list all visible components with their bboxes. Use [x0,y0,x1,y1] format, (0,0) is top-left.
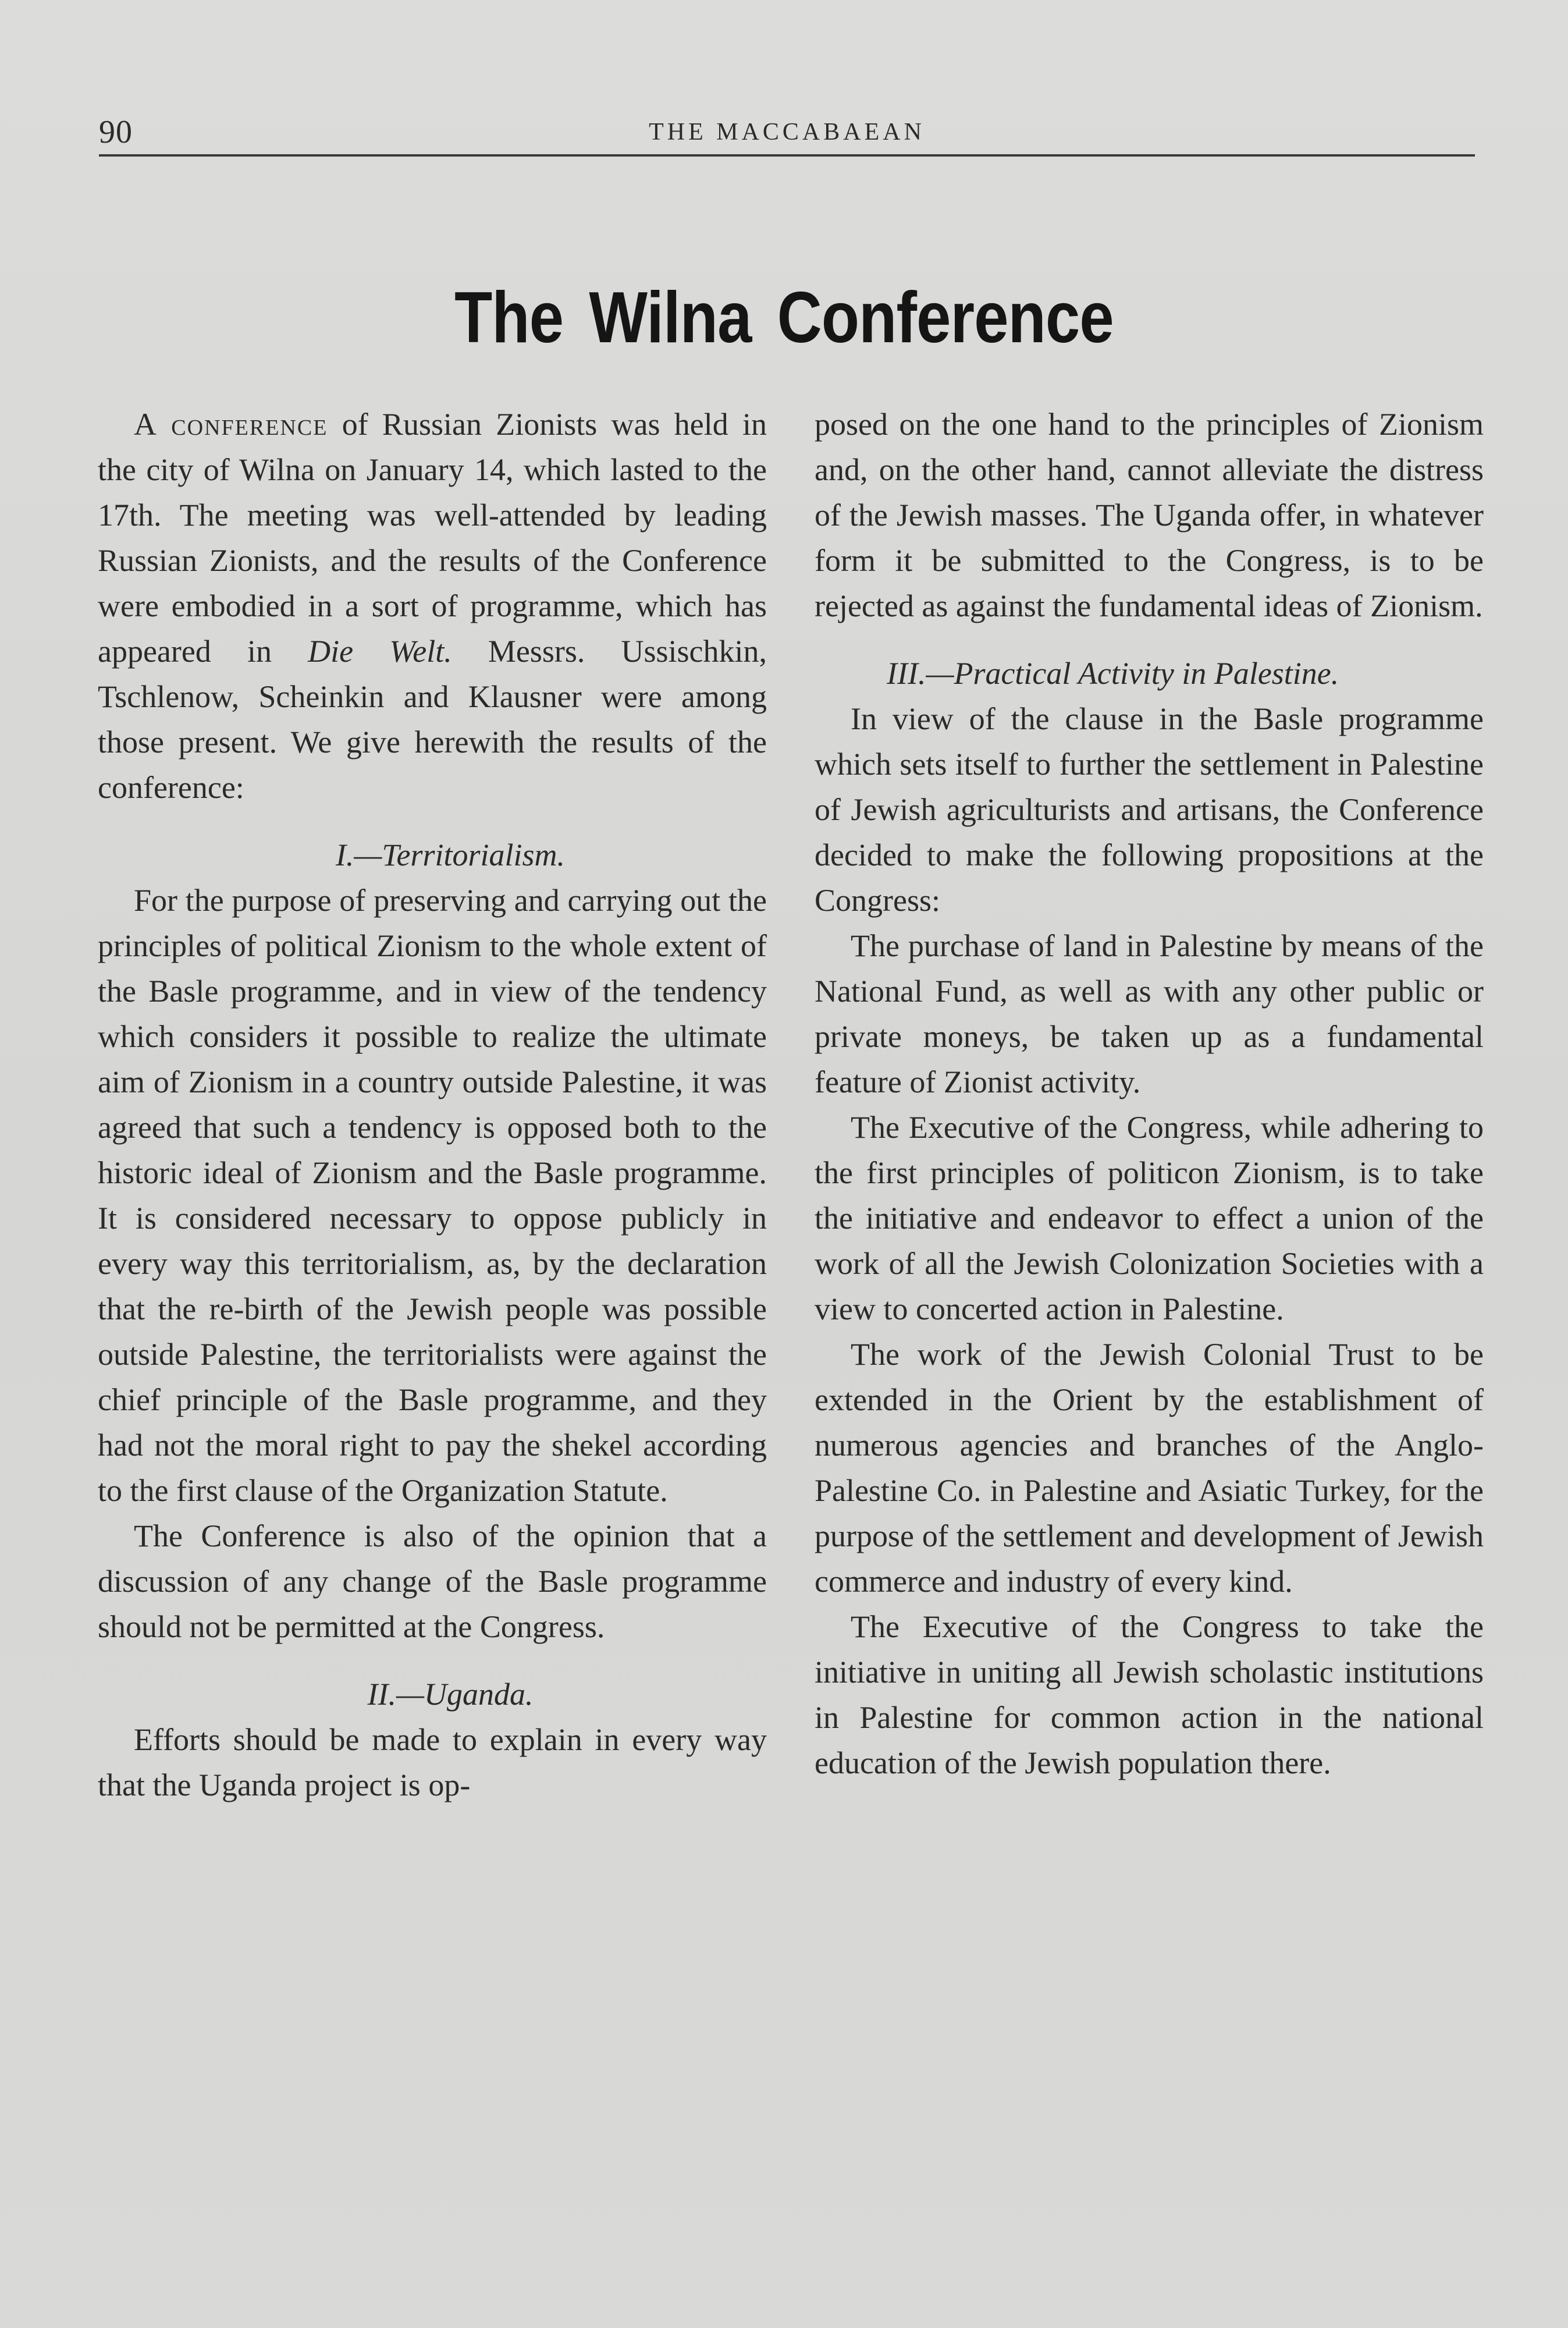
territorialism-paragraph-2: The Conference is also of the opinion that a discussion of any change of the Basle programme should not be permitted at the Congress. [98,1518,767,1644]
section-heading-practical-activity: III.—Practical Activity in Palestine. [887,656,1339,691]
publication-name: Die Welt. [308,634,452,669]
practical-paragraph-3: The Executive of the Congress, while adhering to the first principles of politicon Zionism, is to take the initiative and endeavor to effect a union of the work of all the Jewish Colonization Societies with a view to concerted action in Palestine. [815,1110,1484,1326]
running-head [99,113,1475,160]
journal-name: THE MACCABAEAN [649,119,925,146]
uganda-paragraph-start: Efforts should be made to explain in every way that the Uganda project is op- [98,1722,767,1802]
practical-paragraph-5: The Executive of the Congress to take the initiative in uniting all Jewish scholastic institutions in Palestine for common action in the national education of the Jewish population there. [815,1609,1484,1780]
practical-paragraph-4: The work of the Jewish Colonial Trust to be extended in the Orient by the establishment of numerous agencies and branches of the Anglo-Palestine Co. in Palestine and Asiatic Turkey, for the purpose of the settlement and development of Jewish commerce and industry of every kind. [815,1337,1484,1599]
intro-text-end: Messrs. Ussischkin, Tschlenow, Scheinkin and Klausner were among those present. We give herewith the results of the conference: [98,634,767,805]
intro-paragraph [98,402,767,810]
header-rule [99,154,1475,157]
practical-paragraph-1: In view of the clause in the Basle programme which sets itself to further the settlement in Palestine of Jewish agriculturists and artisans, the Conference decided to make the following propositions at the Congress: [815,701,1484,918]
intro-text: of Russian Zionists was held in the city of Wilna on January 14, which lasted to the 17th. The meeting was well-attended by leading Russian Zionists, and the results of the Conference were embodied in a sort of programme, which has appeared in [98,407,767,669]
right-column [815,402,1484,1786]
section-heading-uganda: II.—Uganda. [367,1677,534,1712]
uganda-paragraph-continued: posed on the one hand to the principles of Zionism and, on the other hand, cannot alleviate the distress of the Jewish masses. The Uganda offer, in whatever form it be submitted to the Congress, is to be rejected as against the fundamental ideas of Zionism. [815,407,1484,623]
section-heading-territorialism: I.—Territorialism. [335,837,566,872]
left-column [98,402,767,1808]
page-number: 90 [99,114,133,150]
intro-lead: A conference [134,407,328,442]
practical-paragraph-2: The purchase of land in Palestine by means of the National Fund, as well as with any other public or private moneys, be taken up as a fundamental feature of Zionist activity. [815,928,1484,1099]
article-title: The Wilna Conference [454,278,1114,358]
territorialism-paragraph-1: For the purpose of preserving and carrying out the principles of political Zionism to the whole extent of the Basle programme, and in view of the tendency which considers it possible to realize the ultimate aim of Zionism in a country outside Palestine, it was agreed that such a tendency is opposed both to the historic ideal of Zionism and the Basle programme. It is considered necessary to oppose publicly in every way this territorialism, as, by the declaration that the re-birth of the Jewish people was possible outside Palestine, the territorialists were against the chief principle of the Basle programme, and they had not the moral right to pay the shekel according to the first clause of the Organization Statute. [98,883,767,1508]
